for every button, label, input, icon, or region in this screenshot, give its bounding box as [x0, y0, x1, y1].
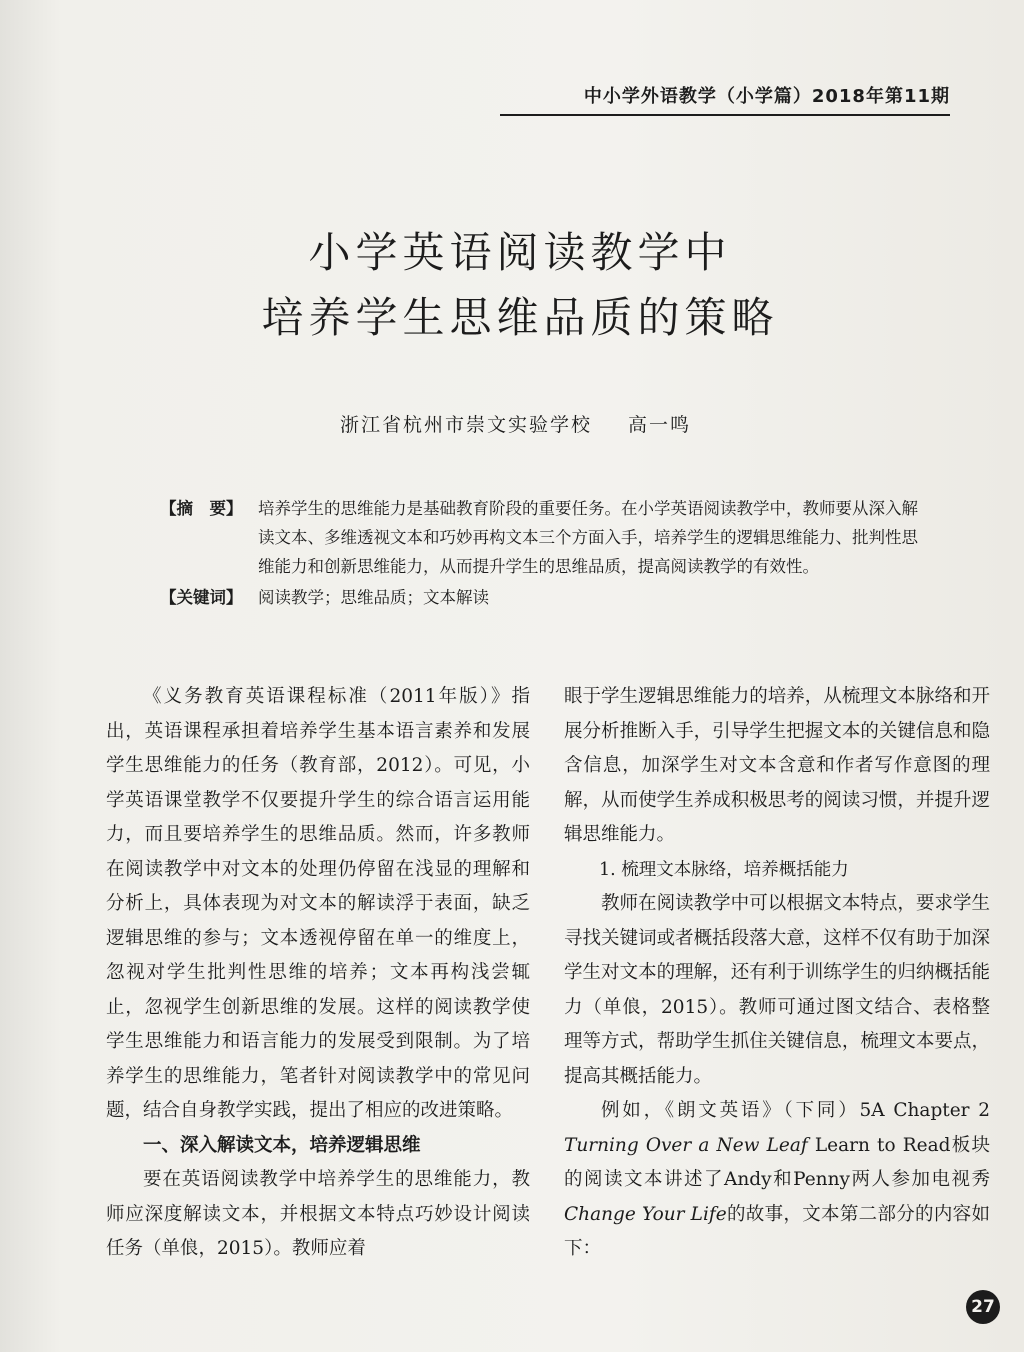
abstract-label: 【摘 要】: [160, 499, 243, 518]
body-column-right: [564, 680, 990, 1267]
keywords-label: 【关键词】: [160, 588, 243, 607]
running-header: [500, 82, 950, 116]
text-run: 的故事，文本第二部分的内容如下：: [564, 1203, 990, 1259]
header-rule: [500, 114, 950, 116]
section-heading: 一、深入解读文本，培养逻辑思维: [143, 1134, 421, 1156]
author-affiliation: [340, 410, 691, 437]
institution: 浙江省杭州市崇文实验学校: [340, 414, 593, 436]
text-run: Learn to Read板块的阅读文本讲述了Andy和Penny两人参加电视秀: [564, 1134, 990, 1190]
text-run: 例如，《朗文英语》（下同）5A Chapter 2: [601, 1100, 990, 1121]
article-title-line-2: 培养学生思维品质的策略: [261, 293, 779, 342]
subsection-heading: 1. 梳理文本脉络，培养概括能力: [599, 859, 849, 880]
keywords-text: 阅读教学；思维品质；文本解读: [258, 588, 489, 607]
article-title-line-1: 小学英语阅读教学中: [308, 228, 732, 277]
abstract: [160, 494, 930, 581]
body-column-left: [106, 680, 530, 1267]
body-paragraph-example: [564, 1094, 990, 1267]
author-name: 高一鸣: [628, 414, 692, 436]
abstract-block: [160, 494, 930, 612]
abstract-text: 培养学生的思维能力是基础教育阶段的重要任务。在小学英语阅读教学中，教师要从深入解读文本、多维透视文本和巧妙再构文本三个方面入手，培养学生的逻辑思维能力、批判性思维能力和创新思维能力，从而提升学生的思维品质，提高阅读教学的有效性。: [258, 499, 918, 576]
keywords: [160, 583, 930, 612]
page-number: 27: [966, 1290, 1000, 1324]
journal-issue: 中小学外语教学（小学篇）2018年第11期: [583, 86, 950, 107]
body-paragraph: 教师在阅读教学中可以根据文本特点，要求学生寻找关键词或者概括段落大意，这样不仅有助于加深学生对文本的理解，还有利于训练学生的归纳概括能力（单俍，2015）。教师可通过图文结合、表格整理等方式，帮助学生抓住关键信息，梳理文本要点，提高其概括能力。: [564, 893, 990, 1087]
italic-title: Turning Over a New Leaf: [564, 1134, 808, 1156]
body-paragraph: 眼于学生逻辑思维能力的培养，从梳理文本脉络和开展分析推断入手，引导学生把握文本的关键信息和隐含信息，加深学生对文本含意和作者写作意图的理解，从而使学生养成积极思考的阅读习惯，并提升逻辑思维能力。: [564, 686, 990, 845]
body-paragraph: 要在英语阅读教学中培养学生的思维能力，教师应深度解读文本，并根据文本特点巧妙设计阅读任务（单俍，2015）。教师应着: [106, 1169, 530, 1259]
body-paragraph: 《义务教育英语课程标准（2011年版）》指出，英语课程承担着培养学生基本语言素养和发展学生思维能力的任务（教育部，2012）。可见，小学英语课堂教学不仅要提升学生的综合语言运用能力，而且要培养学生的思维品质。然而，许多教师在阅读教学中对文本的处理仍停留在浅显的理解和分析上，具体表现为对文本的解读浮于表面，缺乏逻辑思维的参与；文本透视停留在单一的维度上，忽视对学生批判性思维的培养；文本再构浅尝辄止，忽视学生创新思维的发展。这样的阅读教学使学生思维能力和语言能力的发展受到限制。为了培养学生的思维能力，笔者针对阅读教学中的常见问题，结合自身教学实践，提出了相应的改进策略。: [106, 686, 530, 1121]
italic-title: Change Your Life: [564, 1203, 727, 1225]
